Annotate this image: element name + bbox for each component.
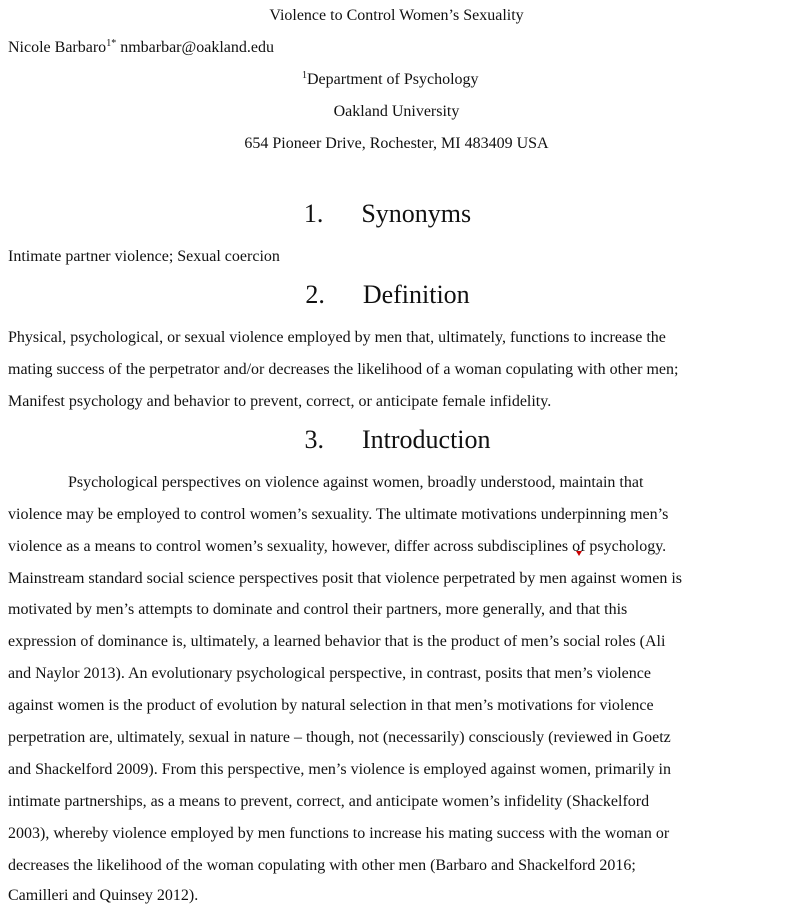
introduction-line: against women is the product of evolution by natural selection in that men’s motivations for violence bbox=[8, 697, 654, 714]
definition-line: mating success of the perpetrator and/or decreases the likelihood of a woman copulating with other men; bbox=[8, 361, 679, 378]
document-title: Violence to Control Women’s Sexuality bbox=[269, 7, 524, 24]
author-superscript: 1* bbox=[106, 38, 117, 49]
section-title: Introduction bbox=[361, 425, 491, 454]
author-name: Nicole Barbaro bbox=[8, 39, 107, 56]
definition-line: Manifest psychology and behavior to prevent, correct, or anticipate female infidelity. bbox=[8, 393, 552, 410]
affiliation-superscript: 1 bbox=[302, 70, 307, 81]
introduction-line: perpetration are, ultimately, sexual in nature – though, not (necessarily) consciously (reviewed in Goetz bbox=[8, 729, 671, 746]
introduction-line: Camilleri and Quinsey 2012). bbox=[8, 887, 199, 904]
affiliation-department bbox=[302, 70, 479, 90]
introduction-line: motivated by men’s attempts to dominate and control their partners, more generally, and that this bbox=[8, 601, 628, 618]
affiliation-university: Oakland University bbox=[333, 103, 460, 120]
introduction-line: and Shackelford 2009). From this perspective, men’s violence is employed against women, primarily in bbox=[8, 761, 671, 778]
introduction-line: expression of dominance is, ultimately, a learned behavior that is the product of men’s social roles (Ali bbox=[8, 633, 666, 650]
section-title: Synonyms bbox=[361, 199, 472, 228]
introduction-line: Mainstream standard social science perspectives posit that violence perpetrated by men against women is bbox=[8, 570, 682, 587]
introduction-line: Psychological perspectives on violence against women, broadly understood, maintain that bbox=[68, 474, 644, 491]
synonyms-text: Intimate partner violence; Sexual coercion bbox=[8, 248, 280, 265]
introduction-line: decreases the likelihood of the woman copulating with other men (Barbaro and Shackelford 2016; bbox=[8, 857, 636, 874]
department-name: Department of Psychology bbox=[307, 71, 479, 88]
section-title: Definition bbox=[362, 280, 470, 309]
introduction-line: violence may be employed to control women’s sexuality. The ultimate motivations underpinning men’s bbox=[8, 506, 669, 523]
introduction-line: violence as a means to control women’s sexuality, however, differ across subdisciplines of psychology. bbox=[8, 538, 667, 555]
section-number: 1. bbox=[303, 199, 324, 228]
author-line bbox=[8, 38, 274, 58]
section-number: 3. bbox=[304, 425, 324, 454]
section-heading-introduction bbox=[1, 424, 793, 456]
introduction-line: intimate partnerships, as a means to prevent, correct, and anticipate women’s infidelity (Shackelford bbox=[8, 793, 650, 810]
introduction-line: 2003), whereby violence employed by men functions to increase his mating success with the woman or bbox=[8, 825, 670, 842]
section-heading-synonyms bbox=[0, 198, 784, 230]
introduction-line: and Naylor 2013). An evolutionary psychological perspective, in contrast, posits that men’s violence bbox=[8, 665, 651, 682]
red-cursor-marker bbox=[576, 551, 582, 556]
definition-line: Physical, psychological, or sexual violence employed by men that, ultimately, functions to increase the bbox=[8, 329, 666, 346]
section-heading-definition bbox=[0, 279, 784, 311]
section-number: 2. bbox=[305, 280, 325, 309]
author-email: nmbarbar@oakland.edu bbox=[120, 39, 274, 56]
affiliation-address: 654 Pioneer Drive, Rochester, MI 483409 USA bbox=[244, 135, 549, 152]
